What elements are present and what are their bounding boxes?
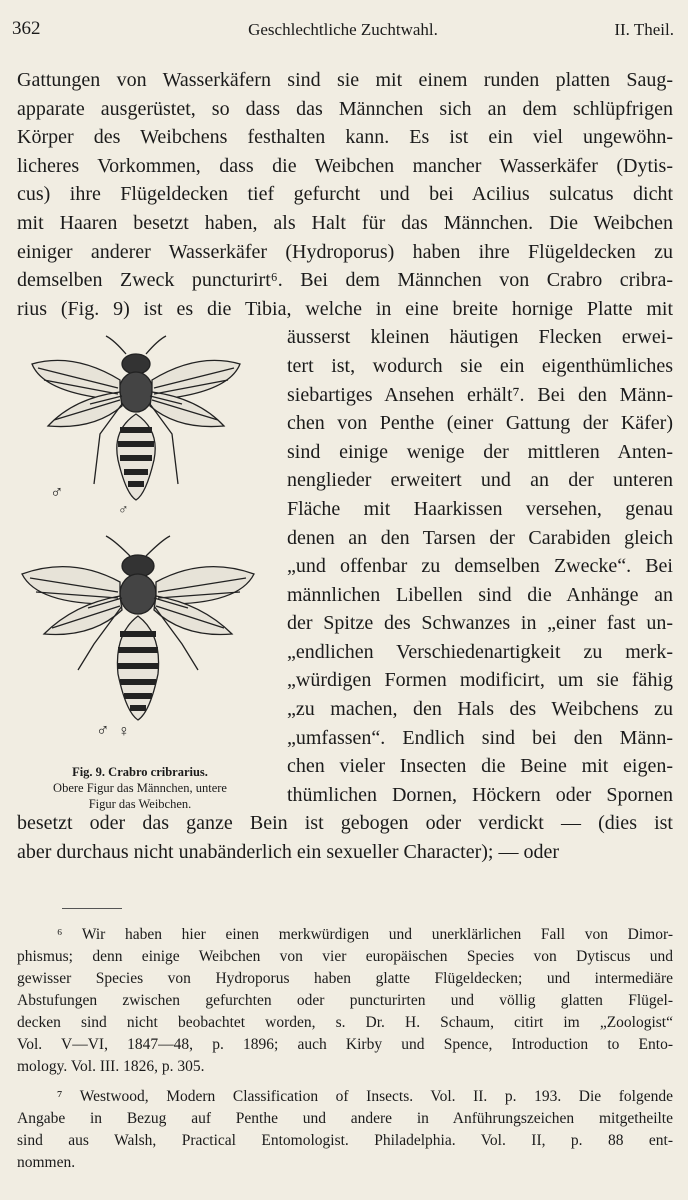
body-line: tert ist, wodurch sie ein eigenthümliches xyxy=(287,354,673,377)
male-wasp-drawing xyxy=(32,336,240,500)
body-line: nenglieder erweitert und an der unteren xyxy=(287,469,673,492)
wasp-illustration xyxy=(14,334,266,754)
body-line: männlichen Libellen sind die Anhänge an xyxy=(287,583,673,606)
body-line: rius (Fig. 9) ist es die Tibia, welche in eine breite hornige Platte mit xyxy=(17,297,673,320)
body-line: licheres Vorkommen, dass die Weibchen mancher Wasserkäfer (Dytis- xyxy=(17,154,673,177)
footnote-7-line: nommen. xyxy=(17,1154,76,1171)
sex-mark-female-figure: ♂ xyxy=(96,720,110,740)
page-header xyxy=(12,18,674,44)
figure-caption-line: Obere Figur das Männchen, untere xyxy=(53,781,227,795)
body-line: chen von Penthe (einer Gattung der Käfer) xyxy=(287,412,673,435)
body-line: aber durchaus nicht unabänderlich ein sexueller Character); — oder xyxy=(17,841,559,864)
footnote-6-line: gewisser Species von Hydroporus haben glatte Flügeldecken; und intermediäre xyxy=(17,970,673,987)
body-line: einiger anderer Wasserkäfer (Hydroporus) haben ihre Flügeldecken zu xyxy=(17,240,673,263)
body-line: chen vieler Insecten die Beine mit eigen- xyxy=(287,755,673,778)
body-line: „umfassen“. Endlich sind bei den Männ- xyxy=(287,726,673,749)
body-line: siebartiges Ansehen erhält⁷. Bei den Männ- xyxy=(287,383,673,406)
body-line: äusserst kleinen häutigen Flecken erwei- xyxy=(287,326,673,349)
footnotes xyxy=(17,924,673,1174)
figure-caption-line: Figur das Weibchen. xyxy=(88,797,192,811)
body-line: „endlichen Verschiedenartigkeit zu merk- xyxy=(287,640,673,663)
body-line: der Spitze des Schwanzes in „einer fast un- xyxy=(287,612,673,635)
footnote-7-line: Angabe in Bezug auf Penthe und andere in Anführungszeichen mitgetheilte xyxy=(17,1110,673,1127)
footnote-7-line: sind aus Walsh, Practical Entomologist. Philadelphia. Vol. II, p. 88 ent- xyxy=(17,1132,673,1149)
part-label: II. Theil. xyxy=(614,20,674,39)
female-symbol: ♀ xyxy=(118,723,130,740)
body-line: thümlichen Dornen, Höckern oder Spornen xyxy=(287,783,673,806)
body-line: „und offenbar zu demselben Zwecke“. Bei xyxy=(287,555,673,578)
body-line: Körper des Weibchens festhalten kann. Es ist ein viel ungewöhn- xyxy=(17,126,673,149)
footnote-6-line: decken sind nicht beobachtet worden, s. Dr. H. Schaum, citirt im „Zoologist“ xyxy=(17,1014,673,1031)
body-line: „zu machen, den Hals des Weibchens zu xyxy=(287,698,673,721)
male-symbol: ♂ xyxy=(118,503,129,518)
footnote-rule xyxy=(62,908,122,909)
body-line: Fläche mit Haarkissen versehen, genau xyxy=(287,497,673,520)
figure-caption-title: Fig. 9. Crabro cribrarius. xyxy=(72,765,208,779)
female-wasp-drawing xyxy=(22,536,254,720)
body-line: cus) ihre Flügeldecken tief gefurcht und bei Acilius sulcatus dicht xyxy=(17,183,673,206)
body-line: „würdigen Formen modificirt, um sie fähig xyxy=(287,669,673,692)
footnote-6-line: phismus; denn einige Weibchen von vier europäischen Species von Dytiscus und xyxy=(17,948,673,965)
body-line: Gattungen von Wasserkäfern sind sie mit einem runden platten Saug- xyxy=(17,69,673,91)
body-line: sind einige wenige der mittleren Anten- xyxy=(287,440,673,463)
body-line: demselben Zweck puncturirt⁶. Bei dem Männchen von Crabro cribra- xyxy=(17,269,673,292)
footnote-6-line: mology. Vol. III. 1826, p. 305. xyxy=(17,1058,205,1075)
figure-9 xyxy=(14,334,266,814)
footnote-6-line: Vol. V—VI, 1847—48, p. 1896; auch Kirby und Spence, Introduction to Ento- xyxy=(17,1036,673,1053)
figure-caption xyxy=(14,764,266,812)
running-title: Geschlechtliche Zuchtwahl. xyxy=(248,20,438,39)
footnote-6-line: Abstufungen zwischen gefurchten oder puncturirten und völlig glatten Flügel- xyxy=(17,992,673,1009)
footnote-7-line: ⁷ Westwood, Modern Classification of Insects. Vol. II. p. 193. Die folgende xyxy=(57,1088,673,1105)
body-line: apparate ausgerüstet, so dass das Männchen sich an dem schlüpfrigen xyxy=(17,97,673,120)
body-line: denen an den Tarsen der Carabiden gleich xyxy=(287,526,673,549)
body-line: besetzt oder das ganze Bein ist gebogen oder verdickt — (dies ist xyxy=(17,812,673,835)
sex-mark-male-figure: ♂ xyxy=(50,482,64,502)
footnote-6-line: ⁶ Wir haben hier einen merkwürdigen und unerklärlichen Fall von Dimor- xyxy=(57,926,673,943)
body-line: mit Haaren besetzt haben, als Halt für das Männchen. Die Weibchen xyxy=(17,211,673,234)
page-number: 362 xyxy=(12,18,41,39)
